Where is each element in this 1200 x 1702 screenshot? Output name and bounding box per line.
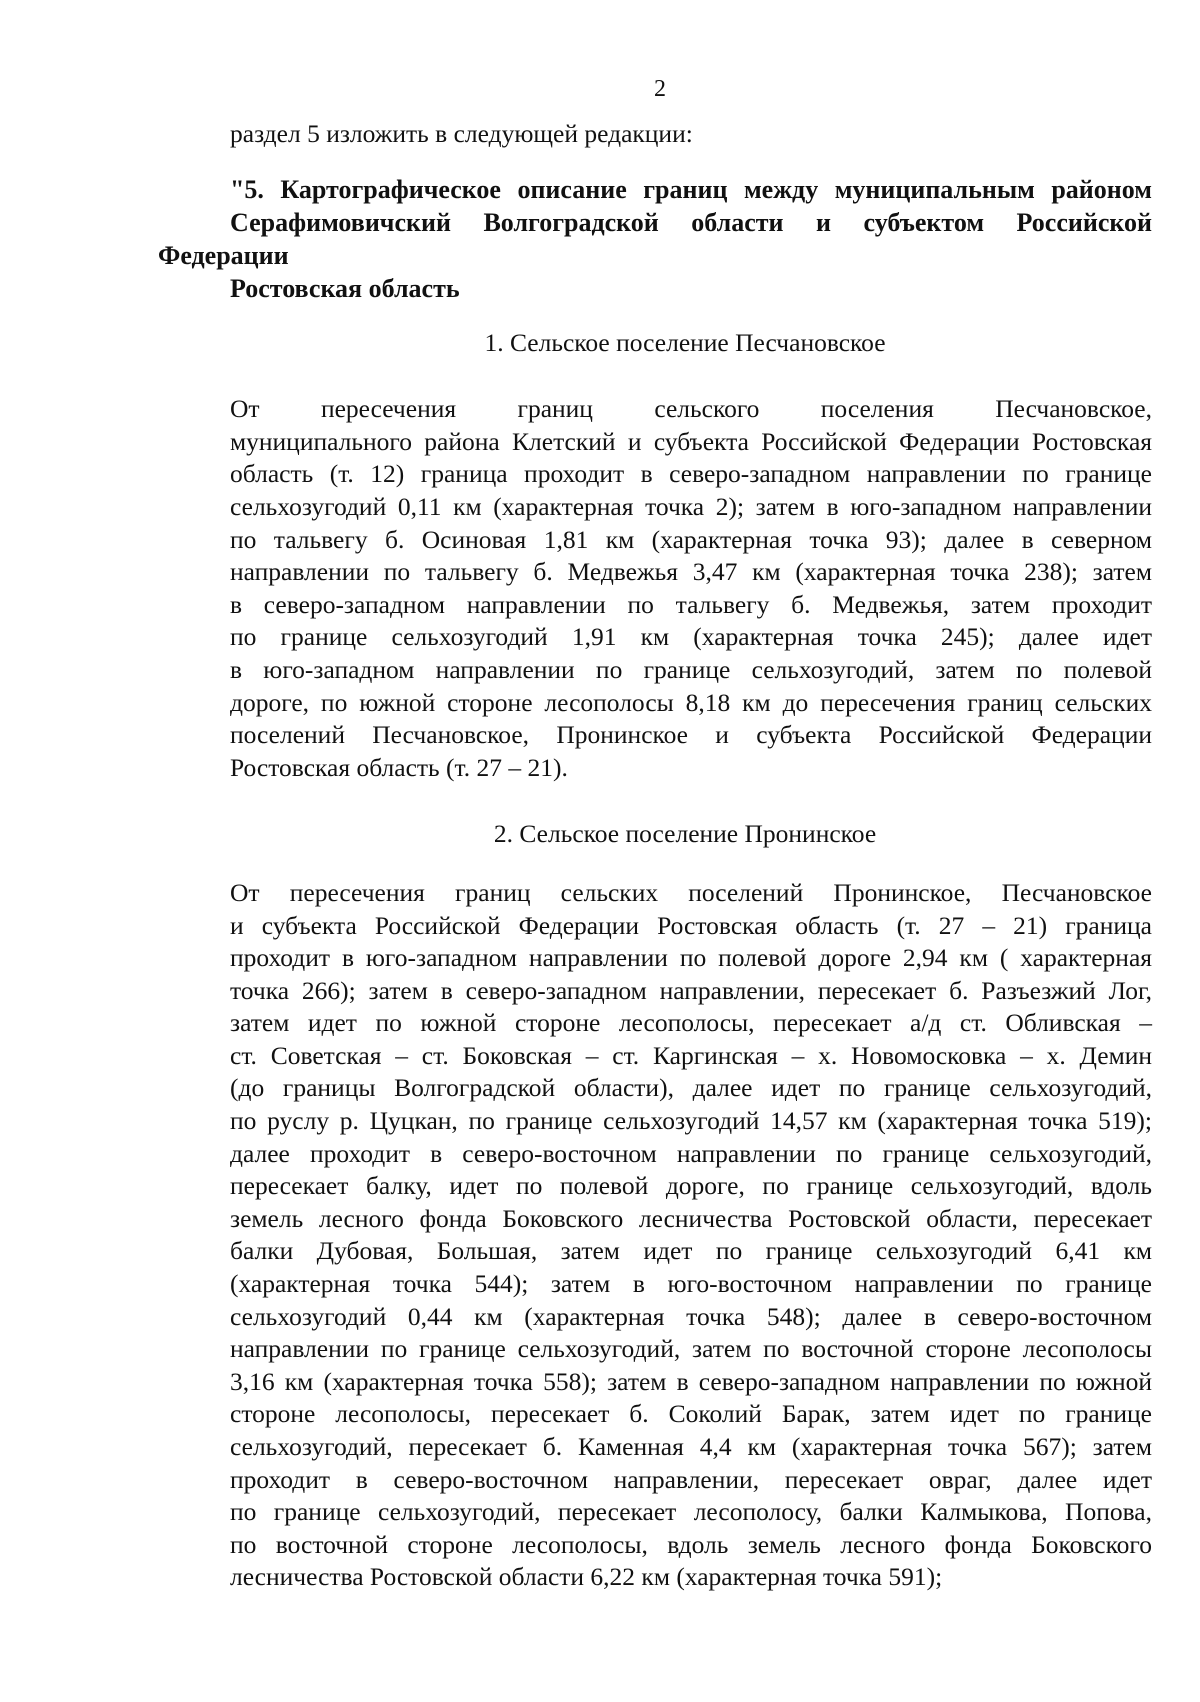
paragraph-line: пересекает балку, идет по полевой дороге, по границе сельхозугодий, вдоль [230, 1171, 1152, 1201]
paragraph-line: затем идет по южной стороне лесополосы, пересекает а/д ст. Обливская – [230, 1008, 1152, 1038]
page-number: 2 [654, 76, 666, 102]
paragraph-line: сельхозугодий 0,11 км (характерная точка 2); затем в юго-западном направлении [230, 491, 1152, 521]
paragraph-line: 3,16 км (характерная точка 558); затем в северо-западном направлении по южной [230, 1366, 1152, 1396]
paragraph-line: проходит в юго-западном направлении по полевой дороге 2,94 км ( характерная [230, 943, 1152, 973]
paragraph-line: область (т. 12) граница проходит в северо-западном направлении по границе [230, 459, 1152, 489]
paragraph-line: сельхозугодий, пересекает б. Каменная 4,4 км (характерная точка 567); затем [230, 1432, 1152, 1461]
heading-line: Ростовская область [230, 273, 460, 303]
paragraph-line: по руслу р. Цуцкан, по границе сельхозугодий 14,57 км (характерная точка 519); [230, 1106, 1152, 1136]
paragraph-line: лесничества Ростовской области 6,22 км (характерная точка 591); [230, 1562, 943, 1592]
paragraph-line: по тальвегу б. Осиновая 1,81 км (характерная точка 93); далее в северном [230, 524, 1152, 554]
paragraph-line: точка 266); затем в северо-западном направлении, пересекает б. Разъезжий Лог, [230, 975, 1152, 1005]
paragraph-line: балки Дубовая, Большая, затем идет по границе сельхозугодий 6,41 км [230, 1236, 1152, 1266]
paragraph-line: далее проходит в северо-восточном направлении по границе сельхозугодий, [230, 1138, 1152, 1168]
paragraph-line: в юго-западном направлении по границе сельхозугодий, затем по полевой [230, 654, 1152, 684]
paragraph-line: От пересечения границ сельского поселения Песчановское, [230, 394, 1152, 424]
section1-title: 1. Сельское поселение Песчановское [484, 327, 886, 357]
paragraph-line: по восточной стороне лесополосы, вдоль земель лесного фонда Боковского [230, 1529, 1152, 1559]
section2-title: 2. Сельское поселение Пронинское [493, 819, 877, 849]
paragraph-line: проходит в северо-восточном направлении, пересекает овраг, далее идет [230, 1464, 1152, 1494]
paragraph-line: земель лесного фонда Боковского лесничества Ростовской области, пересекает [230, 1203, 1152, 1233]
paragraph-line: по границе сельхозугодий, пересекает лесополосу, балки Калмыкова, Попова, [230, 1497, 1152, 1527]
paragraph-line: муниципального района Клетский и субъекта Российской Федерации Ростовская [230, 426, 1152, 456]
paragraph-line: поселений Песчановское, Пронинское и субъекта Российской Федерации [230, 720, 1152, 750]
document-body [158, 118, 1152, 1594]
paragraph-line: и субъекта Российской Федерации Ростовская область (т. 27 – 21) граница [230, 910, 1152, 940]
heading-line: Серафимовичский Волгоградской области и субъектом Российской Федерации [158, 207, 1152, 270]
section-heading [158, 173, 1152, 305]
paragraph-line: направлении по тальвегу б. Медвежья 3,47 км (характерная точка 238); затем [230, 557, 1152, 587]
paragraph-line: Ростовская область (т. 27 – 21). [230, 752, 568, 782]
paragraph-line: стороне лесополосы, пересекает б. Соколий Барак, затем идет по границе [230, 1399, 1152, 1429]
paragraph-line: (до границы Волгоградской области), далее идет по границе сельхозугодий, [230, 1073, 1152, 1103]
section2-paragraph [158, 877, 1152, 1594]
paragraph-line: в северо-западном направлении по тальвегу б. Медвежья, затем проходит [230, 589, 1152, 619]
intro-text: раздел 5 изложить в следующей редакции: [230, 119, 693, 148]
paragraph-line: дороге, по южной стороне лесополосы 8,18 км до пересечения границ сельских [230, 687, 1152, 717]
heading-line: "5. Картографическое описание границ между муниципальным районом [230, 174, 1152, 204]
paragraph-line: (характерная точка 544); затем в юго-восточном направлении по границе [230, 1269, 1152, 1299]
paragraph-line: сельхозугодий 0,44 км (характерная точка 548); далее в северо-восточном [230, 1301, 1152, 1331]
paragraph-line: От пересечения границ сельских поселений Пронинское, Песчановское [230, 877, 1152, 907]
paragraph-line: ст. Советская – ст. Боковская – ст. Каргинская – х. Новомосковка – х. Демин [230, 1040, 1152, 1070]
paragraph-line: направлении по границе сельхозугодий, затем по восточной стороне лесополосы [230, 1334, 1152, 1364]
section1-paragraph [158, 393, 1152, 784]
paragraph-line: по границе сельхозугодий 1,91 км (характерная точка 245); далее идет [230, 622, 1152, 652]
